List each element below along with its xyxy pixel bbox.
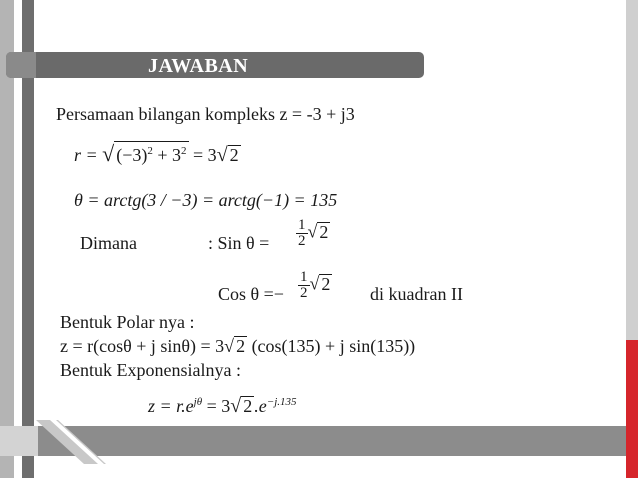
fraction-numerator: 1 <box>300 269 308 285</box>
exp-post: .e <box>254 396 267 416</box>
sin-label: : Sin θ = <box>208 233 270 253</box>
sqrt-icon: √ <box>224 336 235 356</box>
page-title: JAWABAN <box>148 55 249 77</box>
exp-sqrt-value: 2 <box>243 396 253 416</box>
sin-fraction <box>296 218 330 249</box>
header-band-accent <box>6 52 36 78</box>
dimana-label: Dimana <box>80 233 137 253</box>
polar-equation <box>60 336 415 356</box>
r-exp-1: 2 <box>147 145 153 157</box>
fraction-denominator: 2 <box>298 233 306 249</box>
sqrt-value: 2 <box>319 221 329 242</box>
sqrt-value: 2 <box>321 273 331 294</box>
r-radicand-base: (−3) <box>116 145 148 165</box>
sqrt-icon: √ <box>102 141 115 166</box>
intro-line: Persamaan bilangan kompleks z = -3 + j3 <box>56 104 355 124</box>
kuadran-label: di kuadran II <box>370 284 463 304</box>
cos-fraction <box>298 270 332 301</box>
right-accent-bar <box>626 340 638 478</box>
exp-mid: = 3 <box>202 396 231 416</box>
polar-pre: z = r(cosθ + j sinθ) = 3 <box>60 336 225 356</box>
fraction-denominator: 2 <box>300 285 308 301</box>
theta-equation: θ = arctg(3 / −3) = arctg(−1) = 135 <box>74 190 338 210</box>
polar-post: (cos(135) + j sin(135)) <box>247 336 416 356</box>
r-sqrt-value: 2 <box>229 145 239 165</box>
sqrt-icon: √ <box>309 273 320 294</box>
exp-sup-2: −j.135 <box>266 396 297 408</box>
polar-title: Bentuk Polar nya : <box>60 312 195 332</box>
r-equation <box>74 141 241 165</box>
r-radicand <box>114 141 188 164</box>
r-eq: = 3 <box>193 145 217 165</box>
exp-pre: z = r.e <box>148 396 194 416</box>
sqrt-icon: √ <box>307 221 318 242</box>
exp-equation <box>148 392 297 416</box>
r-exp-2: 2 <box>181 145 187 157</box>
bottom-decor-light <box>0 426 38 456</box>
sqrt-icon: √ <box>230 395 242 417</box>
bottom-decor-slash <box>36 420 116 464</box>
fraction <box>298 270 310 301</box>
cos-label: Cos θ =− <box>218 284 284 304</box>
r-lhs: r = <box>74 145 98 165</box>
fraction <box>296 218 308 249</box>
r-plus: + 3 <box>152 145 182 165</box>
sqrt-icon: √ <box>216 144 228 166</box>
exp-sup-1: jθ <box>193 396 203 408</box>
exp-title: Bentuk Exponensialnya : <box>60 360 241 380</box>
fraction-numerator: 1 <box>298 217 306 233</box>
polar-sqrt-value: 2 <box>236 336 246 356</box>
